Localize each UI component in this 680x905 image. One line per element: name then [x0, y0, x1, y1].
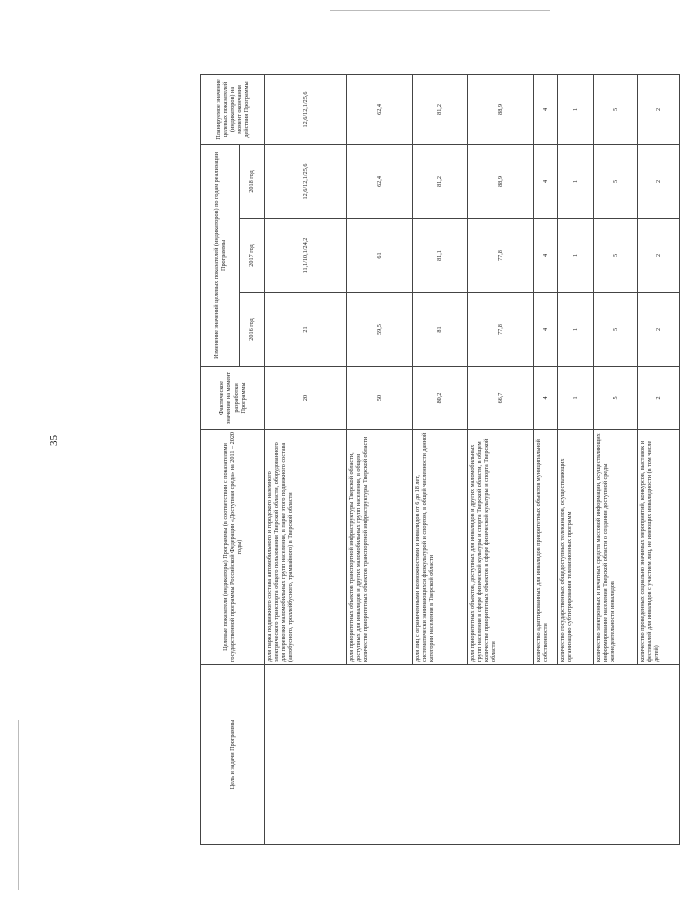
goal-cell — [265, 665, 680, 845]
header-actual: Фактическое значение на момент разработки Программы — [201, 367, 265, 430]
value-2018: 2 — [638, 144, 680, 218]
planned-value: 5 — [594, 74, 638, 144]
actual-value: 66,7 — [468, 367, 534, 430]
value-2017: 81,1 — [413, 219, 468, 293]
value-2018: 12,6/12,1/25,6 — [265, 144, 347, 218]
value-2018: 5 — [594, 144, 638, 218]
actual-value: 4 — [534, 367, 558, 430]
indicator-text: количество адаптированных для инвалидов приоритетных объектов муниципальной собственности — [534, 430, 558, 665]
indicators-table — [200, 74, 680, 845]
planned-value: 2 — [638, 74, 680, 144]
actual-value: 50 — [347, 367, 413, 430]
scan-artifact-top — [330, 10, 550, 11]
value-2018: 4 — [534, 144, 558, 218]
value-2017: 2 — [638, 219, 680, 293]
indicator-text: количество проведенных социально значимых мероприятий, конкурсов, выставок и фестивалей для инвалидов с участием лиц, не имеющих инвалидности (в том числе детей) — [638, 430, 680, 665]
planned-value: 1 — [558, 74, 594, 144]
indicator-text: доля приоритетных объектов, доступных для инвалидов и других маломобильных групп населения в сфере физической культуры и спорта Тверской области, в общем количестве приоритетных объектов в сфере физической культуры и спорта Тверской области — [468, 430, 534, 665]
actual-value: 20 — [265, 367, 347, 430]
actual-value: 1 — [558, 367, 594, 430]
header-change: Изменение значений целевых показателей (индикаторов) по годам реализации Программы — [201, 144, 240, 366]
value-2018: 81,2 — [413, 144, 468, 218]
table-header-row — [201, 74, 240, 844]
header-goal: Цель и задачи Программы — [201, 665, 265, 845]
value-2016: 59,5 — [347, 293, 413, 367]
indicator-text: доля приоритетных объектов транспортной инфраструктуры Тверской области, доступных для инвалидов и других маломобильных групп населения, в общем количестве приоритетных объектов транспортной инфраструктуры Тверской области — [347, 430, 413, 665]
planned-value: 62,4 — [347, 74, 413, 144]
header-indicators: Целевые показатели (индикаторы) Программы (в соответствии с показателями государственной программы Российской Федерации «Доступная среда» на 2011 – 2020 годы) — [201, 430, 265, 665]
indicator-text: доля лиц с ограниченными возможностями и инвалидов от 6 до 18 лет, систематически занимающихся физкультурой и спортом, в общей численности данной категории населения в Тверской области — [413, 430, 468, 665]
indicator-text: доля парка подвижного состава автомобильного и городского наземного электрического транспорта общего пользования Тверской области, оборудованного для перевозки маломобильных групп населения, в парке этого подвижного состава (автобусного, троллейбусного, трамвайного) в Тверской области — [265, 430, 347, 665]
actual-value: 5 — [594, 367, 638, 430]
value-2017: 1 — [558, 219, 594, 293]
value-2016: 2 — [638, 293, 680, 367]
planned-value: 88,9 — [468, 74, 534, 144]
value-2018: 62,4 — [347, 144, 413, 218]
value-2016: 81 — [413, 293, 468, 367]
indicator-text: количество государственных общедоступных телеканалов, осуществляющих организацию субтитрирования телевизионных программ — [558, 430, 594, 665]
header-year-2018: 2018 год — [240, 144, 265, 218]
actual-value: 2 — [638, 367, 680, 430]
actual-value: 80,2 — [413, 367, 468, 430]
header-year-2017: 2017 год — [240, 219, 265, 293]
planned-value: 4 — [534, 74, 558, 144]
scan-artifact-left — [18, 720, 19, 890]
value-2018: 1 — [558, 144, 594, 218]
planned-value: 81,2 — [413, 74, 468, 144]
value-2016: 1 — [558, 293, 594, 367]
value-2016: 5 — [594, 293, 638, 367]
value-2018: 88,9 — [468, 144, 534, 218]
indicator-text: количество электронных и печатных средств массовой информации, осуществляющих информирование населения Тверской области о создании доступной среды жизнедеятельности инвалидов — [594, 430, 638, 665]
value-2017: 77,8 — [468, 219, 534, 293]
page-number: 35 — [48, 435, 60, 446]
value-2016: 77,8 — [468, 293, 534, 367]
value-2017: 4 — [534, 219, 558, 293]
header-planned: Планируемое значение целевых показателей (индикаторов) на момент окончания действия Программы — [201, 74, 265, 144]
value-2017: 11,1/10,1/24,2 — [265, 219, 347, 293]
planned-value: 12,6/12,1/25,6 — [265, 74, 347, 144]
value-2017: 5 — [594, 219, 638, 293]
value-2016: 4 — [534, 293, 558, 367]
table-row — [265, 74, 347, 844]
header-year-2016: 2016 год — [240, 293, 265, 367]
value-2017: 61 — [347, 219, 413, 293]
value-2016: 21 — [265, 293, 347, 367]
